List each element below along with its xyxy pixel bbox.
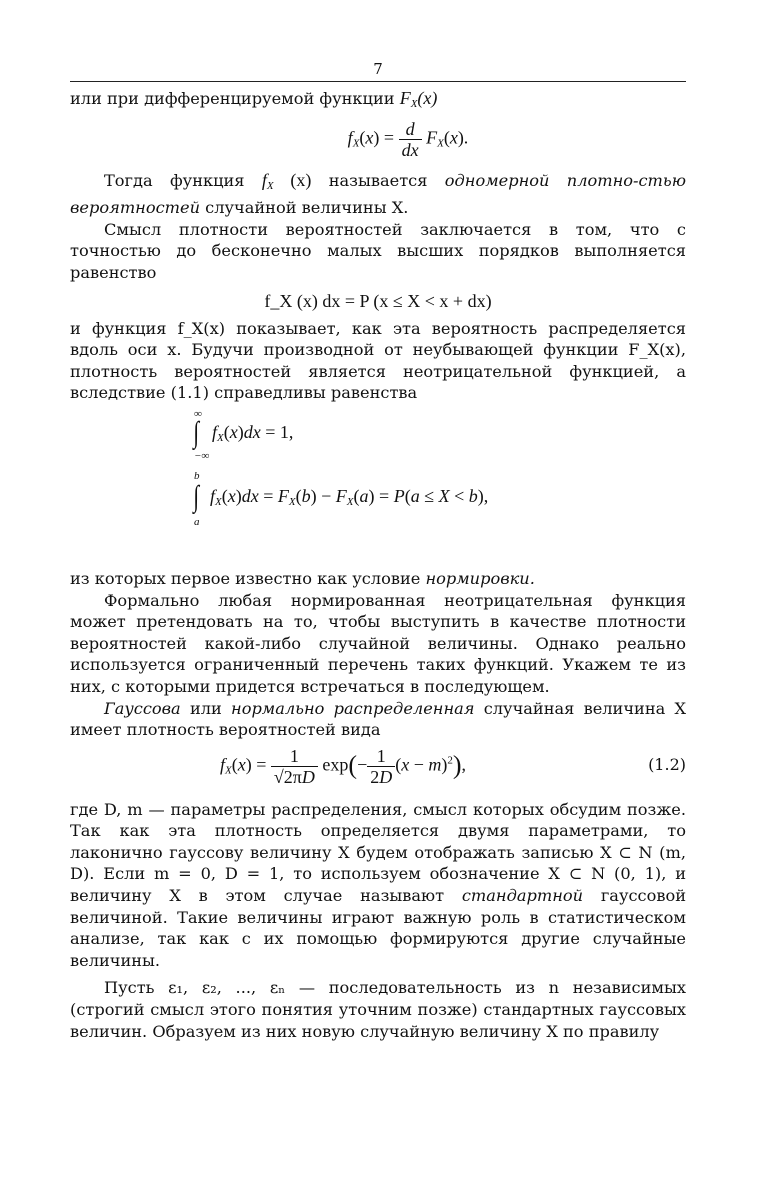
- p1-sub: X: [410, 98, 418, 110]
- paragraph-8: [70, 799, 686, 972]
- p2-b: называется: [328, 170, 428, 190]
- p7-italic1: Гауссова: [104, 698, 181, 718]
- p2-italic: одномерной плотно-стью вероятностей: [70, 170, 686, 218]
- p1-sym: F: [399, 88, 411, 108]
- paragraph-6: Формально любая нормированная неотрицательная функция может претендовать на то, чтобы выступить в качестве плотности вероятностей какой-либо случайной величины. Однако реально используется ограниченный перечень таких функций. Укажем те из них, с которыми придется встречаться в последующем.: [70, 590, 686, 696]
- p5-a: из которых первое известно как условие: [70, 568, 421, 588]
- p2-fx: [262, 170, 311, 190]
- p2-c: случайной величины X.: [205, 198, 409, 218]
- integral-equations: ∞ ∫ −∞ $f_X(x)dx = 1$, b ∫ a $f_X(x)dx = F_X(b) - F_X(a) = P(a \le X < b)$,: [193, 407, 489, 528]
- p8-a: где D, m — параметры распределения, смысл которых обсудим позже. Так как эта плотность определяется двумя параметрами, то лаконично гауссову величину X будем отображать записью X ⊂ N (m, D). Если m = 0, D = 1, то используем обозначение X ⊂ N (0, 1), и величину X в этом случае называют: [70, 799, 686, 906]
- paragraph-1: [70, 88, 686, 116]
- p5-italic: нормировки.: [425, 568, 535, 588]
- p1-arg: (x): [417, 88, 438, 108]
- p2-sub: X: [266, 179, 274, 192]
- equation-number: (1.2): [648, 754, 686, 774]
- paragraph-7: [70, 698, 686, 741]
- p8-b: гауссовой величиной. Такие величины играют важную роль в статистическом анализе, так как с их помощью формируются другие случайные величины.: [70, 886, 686, 970]
- header-rule: [70, 81, 686, 82]
- p7-italic2: нормально распределенная: [231, 698, 475, 718]
- p8-italic: стандартной: [461, 886, 584, 906]
- p2-sym: f: [261, 169, 267, 190]
- p2-arg: (x): [290, 169, 312, 190]
- p1-text: или при дифференцируемой функции: [70, 89, 395, 108]
- p7-b: случайная величина X имеет плотность вероятностей вида: [70, 698, 687, 740]
- page-number: 7: [373, 60, 383, 78]
- equation-5: $f_X(x)$ = $\frac{1}{√2\pi D}$ exp(− $\frac{1}{2D}$ $(x - m)^2$), (1.2): [220, 745, 686, 787]
- paragraph-9: Пусть ε₁, ε₂, ..., εₙ — последовательность из n независимых (строгий смысл этого понятия уточним позже) стандартных гауссовых величин. Образуем из них новую случайную величину X по правилу: [70, 978, 686, 1041]
- paragraph-3: Смысл плотности вероятностей заключается в том, что с точностью до бесконечно малых высших порядков выполняется равенство: [70, 219, 686, 282]
- equation-1: $f_X(x)$ = $\frac{d}{dx}$ $F_X(x)$.: [347, 118, 469, 160]
- paragraph-4: и функция f_X(x) показывает, как эта вероятность распределяется вдоль оси x. Будучи производной от неубывающей функции F_X(x), плотность вероятностей является неотрицательной функцией, а вследствие (1.1) справедливы равенства: [70, 318, 686, 403]
- page: [70, 58, 686, 1042]
- paragraph-2: [70, 170, 686, 219]
- p1-symbol: [400, 88, 438, 108]
- paragraph-5: [70, 568, 686, 590]
- p7-a: или: [189, 698, 222, 718]
- p2-a: Тогда функция: [104, 170, 245, 190]
- equation-2: f_X (x) dx = P (x ≤ X < x + dx): [264, 290, 492, 311]
